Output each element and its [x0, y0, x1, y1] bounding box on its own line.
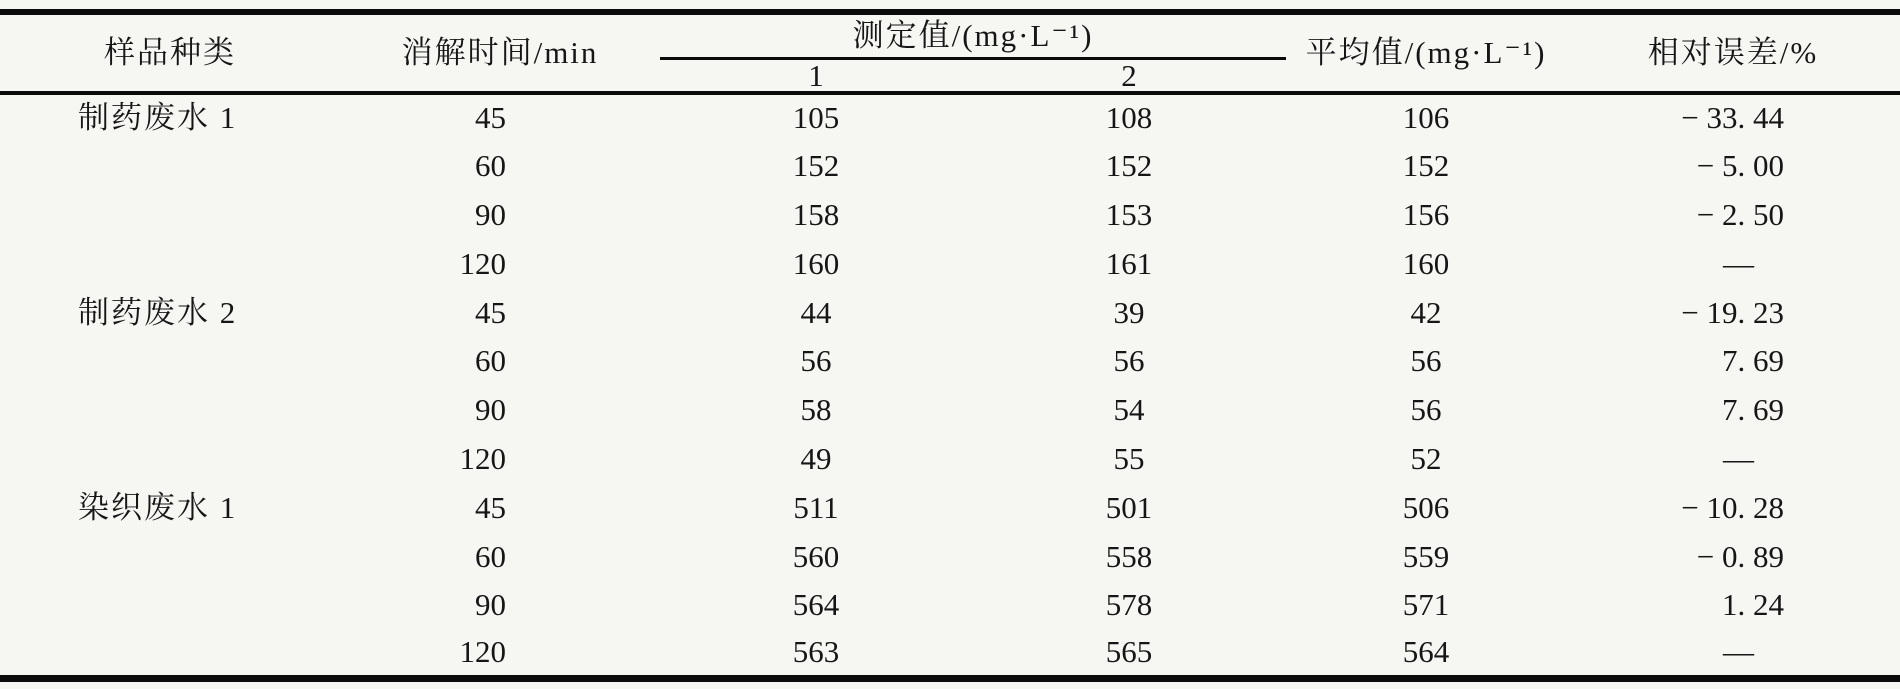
digestion-time-cell: 90 [475, 196, 506, 232]
relative-error-cell: − 19. 23 [1681, 294, 1785, 330]
measured-1-cell: 160 [792, 245, 840, 281]
sample-type-cell [0, 532, 340, 581]
digestion-time-cell: 120 [459, 634, 506, 670]
digestion-time-cell: 120 [459, 245, 506, 281]
measured-2-cell: 153 [1105, 196, 1153, 232]
digestion-time-cell: 45 [475, 294, 506, 330]
digestion-time-cell: 60 [475, 538, 506, 574]
sample-type-cell [0, 239, 340, 288]
sample-type-cell [0, 190, 340, 239]
measured-1-cell: 58 [800, 392, 832, 428]
table-row [0, 239, 1900, 288]
mean-value-cell: 160 [1402, 245, 1450, 281]
table-row [0, 580, 1900, 629]
mean-value-cell: 571 [1402, 587, 1450, 623]
table-row [0, 629, 1900, 678]
table-row [0, 385, 1900, 434]
mean-value-cell: 106 [1402, 100, 1450, 136]
digestion-time-cell: 45 [475, 100, 506, 136]
relative-error-cell: − 0. 89 [1696, 538, 1785, 574]
relative-error-cell: 7. 69 [1722, 392, 1785, 428]
mean-value-cell: 506 [1402, 489, 1450, 525]
relative-error-cell: 1. 24 [1722, 587, 1785, 623]
measured-1-cell: 560 [792, 538, 840, 574]
relative-error-header: 相对误差/% [1647, 35, 1819, 71]
measured-1-cell: 152 [792, 148, 840, 184]
digestion-time-cell: 60 [475, 343, 506, 379]
mean-value-cell: 56 [1410, 343, 1442, 379]
sample-type-header: 样品种类 [104, 35, 236, 71]
measured-value-group-header: 测定值/(mg·L⁻¹) [660, 12, 1286, 58]
relative-error-cell: − 33. 44 [1681, 100, 1785, 136]
relative-error-cell: 7. 69 [1722, 343, 1785, 379]
table-header [0, 12, 1900, 93]
relative-error-cell: — [1723, 440, 1755, 476]
table-row [0, 434, 1900, 483]
table-body [0, 93, 1900, 679]
measured-1-cell: 564 [792, 587, 840, 623]
sample-type-cell: 染织废水 1 [78, 489, 238, 525]
measured-2-cell: 108 [1105, 100, 1153, 136]
digestion-time-header: 消解时间/min [401, 35, 599, 71]
mean-value-cell: 56 [1410, 392, 1442, 428]
table-row [0, 190, 1900, 239]
measured-2-cell: 161 [1105, 245, 1153, 281]
digestion-time-cell: 60 [475, 148, 506, 184]
sample-type-cell [0, 629, 340, 678]
measured-1-cell: 563 [792, 634, 840, 670]
sample-type-cell [0, 434, 340, 483]
measured-sub-2-header: 2 [1121, 57, 1137, 93]
header-row-1 [0, 12, 1900, 58]
relative-error-cell: — [1723, 245, 1755, 281]
measured-sub-1-header: 1 [808, 57, 824, 93]
measured-1-cell: 56 [800, 343, 832, 379]
sample-type-cell [0, 580, 340, 629]
measured-2-cell: 54 [1113, 392, 1145, 428]
measured-2-cell: 501 [1105, 489, 1153, 525]
table-row [0, 483, 1900, 532]
sample-type-cell: 制药废水 1 [78, 100, 238, 136]
relative-error-cell: − 5. 00 [1696, 148, 1785, 184]
measured-2-cell: 39 [1113, 294, 1145, 330]
digestion-time-cell: 45 [475, 489, 506, 525]
measured-1-cell: 105 [792, 100, 840, 136]
relative-error-cell: — [1723, 634, 1755, 670]
mean-value-cell: 559 [1402, 538, 1450, 574]
digestion-time-cell: 120 [459, 440, 506, 476]
mean-value-cell: 52 [1410, 440, 1442, 476]
measured-2-cell: 152 [1105, 148, 1153, 184]
relative-error-cell: − 2. 50 [1696, 196, 1785, 232]
mean-value-cell: 42 [1410, 294, 1442, 330]
mean-value-cell: 156 [1402, 196, 1450, 232]
table-row [0, 336, 1900, 385]
sample-type-cell: 制药废水 2 [78, 294, 238, 330]
measured-2-cell: 578 [1105, 587, 1153, 623]
measurement-results-table [0, 9, 1900, 682]
measured-1-cell: 158 [792, 196, 840, 232]
sample-type-cell [0, 385, 340, 434]
digestion-time-cell: 90 [475, 392, 506, 428]
measured-2-cell: 56 [1113, 343, 1145, 379]
mean-value-header: 平均值/(mg·L⁻¹) [1305, 35, 1547, 71]
table-row [0, 288, 1900, 337]
measured-2-cell: 558 [1105, 538, 1153, 574]
measured-1-cell: 49 [800, 440, 832, 476]
mean-value-cell: 564 [1402, 634, 1450, 670]
table-row [0, 532, 1900, 581]
digestion-time-cell: 90 [475, 587, 506, 623]
measured-2-cell: 55 [1113, 440, 1145, 476]
table-row [0, 93, 1900, 142]
measured-1-cell: 44 [800, 294, 832, 330]
sample-type-cell [0, 141, 340, 190]
relative-error-cell: − 10. 28 [1681, 489, 1785, 525]
sample-type-cell [0, 336, 340, 385]
mean-value-cell: 152 [1402, 148, 1450, 184]
table-row [0, 141, 1900, 190]
measured-1-cell: 511 [793, 489, 839, 525]
measured-2-cell: 565 [1105, 634, 1153, 670]
